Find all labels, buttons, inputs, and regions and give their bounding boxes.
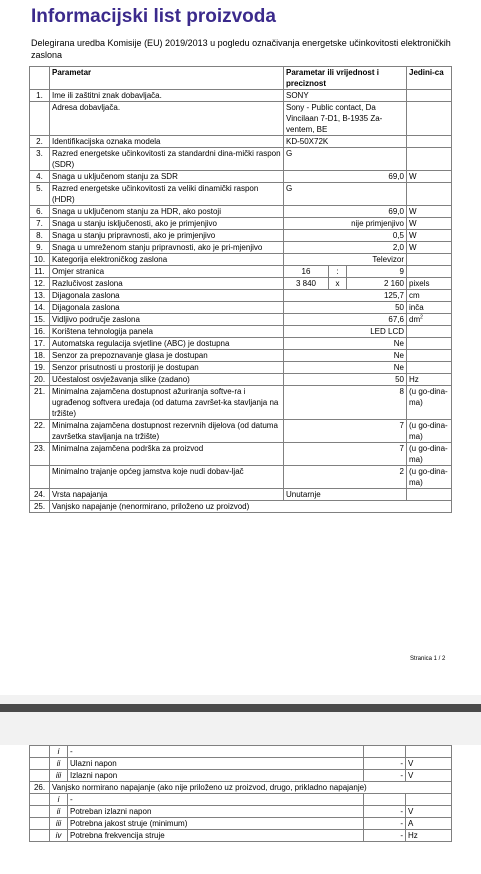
table-row bbox=[30, 90, 452, 102]
page-gap bbox=[0, 695, 481, 745]
row-unit: Hz bbox=[406, 830, 452, 842]
row-value-a: 16 bbox=[284, 266, 329, 278]
table-row bbox=[30, 102, 452, 136]
table-row bbox=[30, 386, 452, 420]
row-unit: inča bbox=[407, 302, 452, 314]
row-unit bbox=[407, 350, 452, 362]
table-row bbox=[30, 466, 452, 489]
row-value-b: 2 160 bbox=[347, 278, 407, 290]
unit-superscript: 2 bbox=[420, 314, 423, 321]
row-value: - bbox=[364, 758, 406, 770]
row-number: 22. bbox=[30, 420, 50, 443]
document-title: Informacijski list proizvoda bbox=[31, 6, 276, 27]
table-row bbox=[30, 171, 452, 183]
row-value: Televizor bbox=[284, 254, 407, 266]
row-parameter: Minimalna zajamčena dostupnost ažuriranja softve-ra i ugrađenog softvera uređaja (od datuma završet-ka stavljanja na tržište) bbox=[50, 386, 284, 420]
row-number bbox=[30, 746, 50, 758]
table-row bbox=[30, 290, 452, 302]
row-value: - bbox=[364, 818, 406, 830]
row-parameter: Vrsta napajanja bbox=[50, 489, 284, 501]
row-parameter: Senzor prisutnosti u prostoriji je dostupan bbox=[50, 362, 284, 374]
row-number: 15. bbox=[30, 314, 50, 326]
table-row bbox=[30, 218, 452, 230]
row-unit bbox=[407, 362, 452, 374]
row-parameter: Adresa dobavljača. bbox=[50, 102, 284, 136]
row-roman-index: iii bbox=[50, 818, 68, 830]
table-row bbox=[30, 242, 452, 254]
row-number: 12. bbox=[30, 278, 50, 290]
row-parameter: Razred energetske učinkovitosti za veliki dinamički raspon (HDR) bbox=[50, 183, 284, 206]
row-number: 19. bbox=[30, 362, 50, 374]
row-value: 69,0 bbox=[284, 171, 407, 183]
row-parameter: Omjer stranica bbox=[50, 266, 284, 278]
row-value: LED LCD bbox=[284, 326, 407, 338]
table-row bbox=[30, 420, 452, 443]
row-parameter: Automatska regulacija svjetline (ABC) je dostupna bbox=[50, 338, 284, 350]
header-unit: Jedini-ca bbox=[407, 67, 452, 90]
table-row bbox=[30, 501, 452, 513]
row-value: 8 bbox=[284, 386, 407, 420]
row-unit: W bbox=[407, 230, 452, 242]
row-value: - bbox=[364, 806, 406, 818]
table-row bbox=[30, 314, 452, 326]
table-row bbox=[30, 350, 452, 362]
table-row bbox=[30, 362, 452, 374]
row-value: nije primjenjivo bbox=[284, 218, 407, 230]
row-roman-index: ii bbox=[50, 758, 68, 770]
row-number: 14. bbox=[30, 302, 50, 314]
row-unit: $dm^2$ bbox=[407, 314, 452, 326]
row-unit bbox=[407, 254, 452, 266]
row-unit: pixels bbox=[407, 278, 452, 290]
row-value: G bbox=[284, 148, 407, 171]
row-value: Ne bbox=[284, 338, 407, 350]
row-number: 11. bbox=[30, 266, 50, 278]
row-unit bbox=[406, 746, 452, 758]
row-number: 17. bbox=[30, 338, 50, 350]
row-unit bbox=[406, 794, 452, 806]
table-row bbox=[30, 266, 452, 278]
row-roman-index: iii bbox=[50, 770, 68, 782]
row-number: 10. bbox=[30, 254, 50, 266]
row-number: 3. bbox=[30, 148, 50, 171]
row-value: KD-50X72K bbox=[284, 136, 407, 148]
row-value: Sony - Public contact, Da Vincilaan 7-D1, B-1935 Za-ventem, BE bbox=[284, 102, 407, 136]
row-number bbox=[30, 806, 50, 818]
table-row bbox=[30, 443, 452, 466]
table-row bbox=[30, 136, 452, 148]
row-number: 23. bbox=[30, 443, 50, 466]
row-number: 26. bbox=[30, 782, 50, 794]
row-parameter: Izlazni napon bbox=[68, 770, 364, 782]
row-unit bbox=[407, 338, 452, 350]
row-number: 8. bbox=[30, 230, 50, 242]
row-parameter: Potrebna frekvencija struje bbox=[68, 830, 364, 842]
row-value: Unutarnje bbox=[284, 489, 407, 501]
row-value: 50 bbox=[284, 374, 407, 386]
row-parameter: Vanjsko normirano napajanje (ako nije priloženo uz proizvod, drugo, prikladno napajanje) bbox=[50, 782, 452, 794]
row-value bbox=[364, 746, 406, 758]
row-number: 24. bbox=[30, 489, 50, 501]
sub-row bbox=[30, 806, 452, 818]
sub-row bbox=[30, 830, 452, 842]
row-unit: A bbox=[406, 818, 452, 830]
table-header-row bbox=[30, 67, 452, 90]
row-unit: W bbox=[407, 218, 452, 230]
table-row bbox=[30, 374, 452, 386]
row-parameter: Snaga u stanju pripravnosti, ako je primjenjivo bbox=[50, 230, 284, 242]
row-unit: cm bbox=[407, 290, 452, 302]
page-number: Stranica 1 / 2 bbox=[410, 656, 446, 662]
row-roman-index: ii bbox=[50, 806, 68, 818]
row-parameter: Dijagonala zaslona bbox=[50, 302, 284, 314]
row-unit: V bbox=[406, 806, 452, 818]
table-row bbox=[30, 782, 452, 794]
row-parameter: Snaga u stanju isključenosti, ako je primjenjivo bbox=[50, 218, 284, 230]
header-value: Parametar ili vrijednost i preciznost bbox=[284, 67, 407, 90]
row-roman-index: i bbox=[50, 794, 68, 806]
row-parameter: Minimalna zajamčena podrška za proizvod bbox=[50, 443, 284, 466]
table-row bbox=[30, 338, 452, 350]
row-value: 0,5 bbox=[284, 230, 407, 242]
table-row bbox=[30, 278, 452, 290]
row-parameter: Minimalno trajanje općeg jamstva koje nudi dobav-ljač bbox=[50, 466, 284, 489]
row-unit bbox=[407, 90, 452, 102]
table-row bbox=[30, 302, 452, 314]
product-info-table bbox=[29, 66, 452, 513]
row-unit: (u go-dina-ma) bbox=[407, 466, 452, 489]
table-row bbox=[30, 326, 452, 338]
row-value: 69,0 bbox=[284, 206, 407, 218]
row-unit bbox=[407, 266, 452, 278]
row-number: 4. bbox=[30, 171, 50, 183]
row-number: 6. bbox=[30, 206, 50, 218]
table-row bbox=[30, 489, 452, 501]
product-info-table-continued bbox=[29, 745, 452, 842]
row-value-b: 9 bbox=[347, 266, 407, 278]
row-value: 2,0 bbox=[284, 242, 407, 254]
sub-row bbox=[30, 794, 452, 806]
row-number bbox=[30, 102, 50, 136]
row-value: 50 bbox=[284, 302, 407, 314]
row-number bbox=[30, 818, 50, 830]
row-parameter: - bbox=[68, 746, 364, 758]
page-2 bbox=[0, 745, 481, 874]
row-unit: W bbox=[407, 171, 452, 183]
row-unit: W bbox=[407, 206, 452, 218]
row-number bbox=[30, 830, 50, 842]
row-parameter: Vidljivo područje zaslona bbox=[50, 314, 284, 326]
row-value-separator: x bbox=[329, 278, 347, 290]
table-row bbox=[30, 254, 452, 266]
row-number: 21. bbox=[30, 386, 50, 420]
row-number bbox=[30, 466, 50, 489]
row-value: 67,6 bbox=[284, 314, 407, 326]
row-number: 16. bbox=[30, 326, 50, 338]
row-parameter: Minimalna zajamčena dostupnost rezervnih dijelova (od datuma završetka stavljanja na tržište) bbox=[50, 420, 284, 443]
document-subtitle: Delegirana uredba Komisije (EU) 2019/2013 u pogledu označivanja energetske učinkovitosti elektroničkih zaslona bbox=[31, 38, 451, 60]
row-unit: (u go-dina-ma) bbox=[407, 420, 452, 443]
row-number: 9. bbox=[30, 242, 50, 254]
row-value: 2 bbox=[284, 466, 407, 489]
row-unit: W bbox=[407, 242, 452, 254]
row-number: 5. bbox=[30, 183, 50, 206]
row-value: SONY bbox=[284, 90, 407, 102]
row-value-separator: : bbox=[329, 266, 347, 278]
row-number: 2. bbox=[30, 136, 50, 148]
sub-row bbox=[30, 770, 452, 782]
row-parameter: Dijagonala zaslona bbox=[50, 290, 284, 302]
row-value: Ne bbox=[284, 350, 407, 362]
row-parameter: Kategorija elektroničkog zaslona bbox=[50, 254, 284, 266]
row-value: - bbox=[364, 830, 406, 842]
row-parameter: Vanjsko napajanje (nenormirano, priloženo uz proizvod) bbox=[50, 501, 452, 513]
row-value: - bbox=[364, 770, 406, 782]
row-roman-index: i bbox=[50, 746, 68, 758]
row-number: 25. bbox=[30, 501, 50, 513]
table-row bbox=[30, 148, 452, 171]
row-number: 7. bbox=[30, 218, 50, 230]
row-unit bbox=[407, 148, 452, 171]
row-parameter: Snaga u uključenom stanju za HDR, ako postoji bbox=[50, 206, 284, 218]
row-parameter: Ulazni napon bbox=[68, 758, 364, 770]
row-unit bbox=[407, 489, 452, 501]
row-parameter: Učestalost osvježavanja slike (zadano) bbox=[50, 374, 284, 386]
row-roman-index: iv bbox=[50, 830, 68, 842]
row-value: G bbox=[284, 183, 407, 206]
row-number: 13. bbox=[30, 290, 50, 302]
row-parameter: Ime ili zaštitni znak dobavljača. bbox=[50, 90, 284, 102]
sub-row bbox=[30, 818, 452, 830]
row-value: Ne bbox=[284, 362, 407, 374]
row-value: 7 bbox=[284, 443, 407, 466]
row-unit bbox=[407, 183, 452, 206]
row-parameter: Potreban izlazni napon bbox=[68, 806, 364, 818]
sub-row bbox=[30, 758, 452, 770]
header-parameter: Parametar bbox=[50, 67, 284, 90]
row-number bbox=[30, 758, 50, 770]
page-separator bbox=[0, 704, 481, 712]
row-number: 18. bbox=[30, 350, 50, 362]
row-parameter: Senzor za prepoznavanje glasa je dostupan bbox=[50, 350, 284, 362]
table-row bbox=[30, 206, 452, 218]
row-unit bbox=[407, 326, 452, 338]
row-value bbox=[364, 794, 406, 806]
row-parameter: Korištena tehnologija panela bbox=[50, 326, 284, 338]
table-row bbox=[30, 230, 452, 242]
row-unit bbox=[407, 102, 452, 136]
row-unit bbox=[407, 136, 452, 148]
row-unit: (u go-dina-ma) bbox=[407, 443, 452, 466]
row-number bbox=[30, 770, 50, 782]
row-unit: (u go-dina-ma) bbox=[407, 386, 452, 420]
row-number bbox=[30, 794, 50, 806]
row-parameter: Snaga u uključenom stanju za SDR bbox=[50, 171, 284, 183]
row-value: 125,7 bbox=[284, 290, 407, 302]
row-unit: V bbox=[406, 758, 452, 770]
row-parameter: Identifikacijska oznaka modela bbox=[50, 136, 284, 148]
row-number: 20. bbox=[30, 374, 50, 386]
table-row bbox=[30, 183, 452, 206]
row-unit: Hz bbox=[407, 374, 452, 386]
row-parameter: - bbox=[68, 794, 364, 806]
row-number: 1. bbox=[30, 90, 50, 102]
row-unit: V bbox=[406, 770, 452, 782]
sub-row bbox=[30, 746, 452, 758]
row-value: 7 bbox=[284, 420, 407, 443]
row-parameter: Snaga u umreženom stanju pripravnosti, ako je pri-mjenjivo bbox=[50, 242, 284, 254]
row-parameter: Razred energetske učinkovitosti za standardni dina-mički raspon (SDR) bbox=[50, 148, 284, 171]
row-value-a: 3 840 bbox=[284, 278, 329, 290]
row-parameter: Potrebna jakost struje (minimum) bbox=[68, 818, 364, 830]
row-parameter: Razlučivost zaslona bbox=[50, 278, 284, 290]
